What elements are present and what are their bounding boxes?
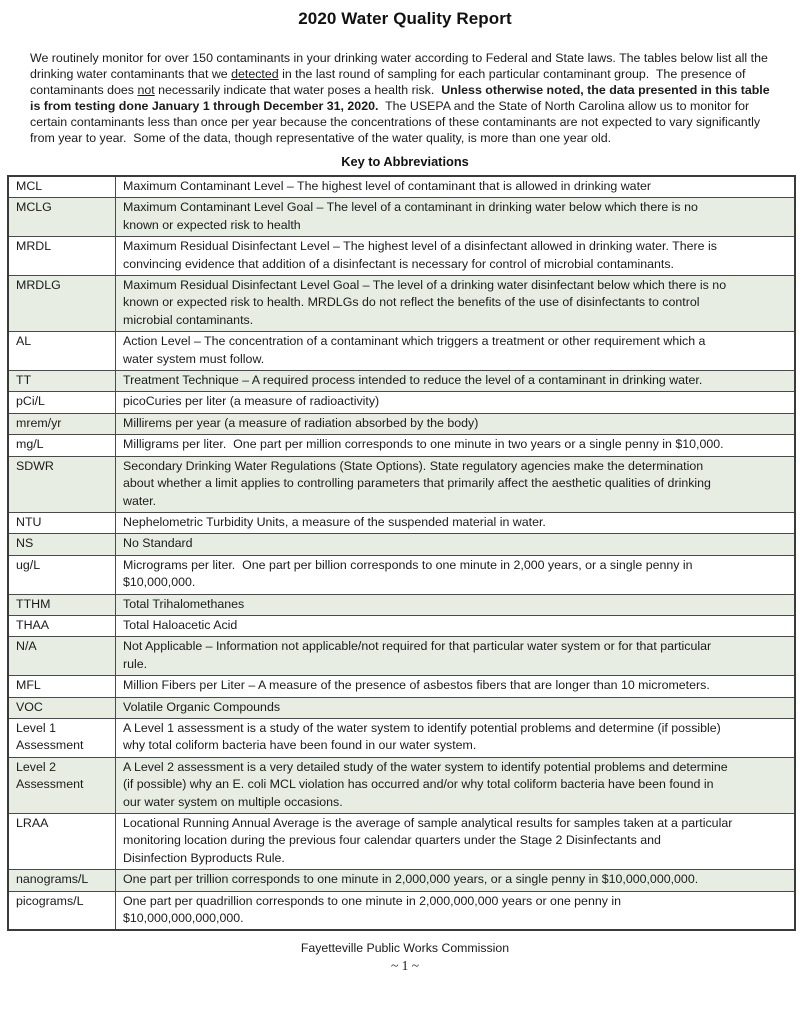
definition-cell: [116, 276, 796, 332]
definition-line: One part per quadrillion corresponds to one minute in 2,000,000,000 years or one penny in: [123, 893, 622, 908]
definition-cell: [116, 814, 796, 870]
definition-cell: [116, 676, 796, 697]
definition-line: No Standard: [123, 536, 193, 551]
definition-line: Not Applicable – Information not applicable/not required for that particular water system or for that particular: [123, 639, 712, 654]
definition-line: A Level 2 assessment is a very detailed study of the water system to identify potential problems and determine: [123, 759, 728, 774]
intro-segment: not: [137, 83, 155, 97]
definition-line: Millirems per year (a measure of radiation absorbed by the body): [123, 415, 479, 430]
definition-cell: [116, 534, 796, 555]
abbreviation-row: [8, 276, 795, 332]
abbreviation-cell: nanograms/L: [8, 870, 116, 891]
definition-line: picoCuries per liter (a measure of radioactivity): [123, 394, 380, 409]
definition-line: One part per trillion corresponds to one minute in 2,000,000 years, or a single penny in $10,000,000,000.: [123, 872, 699, 887]
definition-line: about whether a limit applies to controlling parameters that primarily affect the aesthetic qualities of drinking: [123, 476, 711, 491]
abbreviation-row: [8, 413, 795, 434]
intro-segment: in the last round of sampling for each particular contaminant group. The presence of contaminants does: [30, 67, 749, 97]
definition-line: Total Haloacetic Acid: [123, 617, 238, 632]
definition-cell: [116, 870, 796, 891]
abbreviation-cell: MFL: [8, 676, 116, 697]
definition-line: Micrograms per liter. One part per billion corresponds to one minute in 2,000 years, or a single penny in: [123, 557, 693, 572]
definition-cell: [116, 718, 796, 757]
definition-cell: [116, 237, 796, 276]
definition-line: convincing evidence that addition of a disinfectant is necessary for control of microbial contaminants.: [123, 256, 674, 271]
abbreviation-cell: N/A: [8, 637, 116, 676]
definition-line: Locational Running Annual Average is the average of sample analytical results for samples taken at a particular: [123, 816, 733, 830]
abbreviation-row: [8, 718, 795, 757]
abbreviation-cell: picograms/L: [8, 891, 116, 930]
abbreviation-cell: ug/L: [8, 555, 116, 594]
definition-line: Disinfection Byproducts Rule.: [123, 850, 285, 865]
intro-segment: We routinely monitor for over 150 contaminants in your drinking water according to Federal and State laws. The tables below list all the drinking water contaminants that we: [30, 51, 772, 81]
abbreviation-row: [8, 435, 795, 456]
abbreviation-cell: NS: [8, 534, 116, 555]
definition-line: why total coliform bacteria have been found in our water system.: [123, 738, 477, 753]
abbreviation-cell: AL: [8, 332, 116, 371]
abbreviation-row: [8, 891, 795, 930]
definition-cell: [116, 615, 796, 636]
abbreviation-cell: Level 1 Assessment: [8, 718, 116, 757]
definition-cell: [116, 456, 796, 512]
abbreviation-row: [8, 534, 795, 555]
abbreviations-table: [7, 175, 796, 931]
definition-cell: [116, 413, 796, 434]
definition-line: Treatment Technique – A required process intended to reduce the level of a contaminant in drinking water.: [123, 373, 703, 388]
definition-line: Maximum Residual Disinfectant Level Goal – The level of a drinking water disinfectant below which there is no: [123, 278, 727, 293]
definition-cell: [116, 594, 796, 615]
abbreviation-row: [8, 555, 795, 594]
abbreviation-row: [8, 332, 795, 371]
definition-line: Milligrams per liter. One part per million corresponds to one minute in two years or a single penny in $10,000.: [123, 437, 724, 452]
definition-line: Nephelometric Turbidity Units, a measure of the suspended material in water.: [123, 514, 546, 529]
definition-line: our water system on multiple occasions.: [123, 794, 343, 809]
definition-line: Secondary Drinking Water Regulations (State Options). State regulatory agencies make the determination: [123, 458, 704, 473]
intro-segment: detected: [231, 67, 279, 81]
abbreviation-row: [8, 594, 795, 615]
abbreviation-row: [8, 870, 795, 891]
abbreviation-cell: pCi/L: [8, 392, 116, 413]
definition-line: known or expected risk to health: [123, 217, 301, 232]
abbreviation-cell: Level 2 Assessment: [8, 757, 116, 813]
abbreviation-cell: LRAA: [8, 814, 116, 870]
abbreviation-cell: mrem/yr: [8, 413, 116, 434]
definition-line: monitoring location during the previous four calendar quarters under the Stage 2 Disinfectants and: [123, 833, 661, 848]
section-heading: Key to Abbreviations: [341, 154, 469, 169]
abbreviation-cell: SDWR: [8, 456, 116, 512]
abbreviation-row: [8, 512, 795, 533]
abbreviation-row: [8, 237, 795, 276]
definition-line: Maximum Contaminant Level Goal – The level of a contaminant in drinking water below which there is no: [123, 200, 698, 215]
abbreviation-cell: mg/L: [8, 435, 116, 456]
abbreviation-cell: NTU: [8, 512, 116, 533]
abbreviation-row: [8, 757, 795, 813]
abbreviation-row: [8, 814, 795, 870]
abbreviation-row: [8, 176, 795, 198]
definition-cell: [116, 697, 796, 718]
abbreviation-row: [8, 371, 795, 392]
abbreviation-cell: VOC: [8, 697, 116, 718]
definition-cell: [116, 637, 796, 676]
intro-segment: The USEPA and the State of North Carolina allow us to monitor for certain contaminants less than once per year because the concentrations of these contaminants are not expected to vary significantly from year to year. Some of the data, though representative of the water quality, is more than one year old.: [30, 99, 764, 145]
definition-cell: [116, 392, 796, 413]
definition-line: (if possible) why an E. coli MCL violation has occurred and/or why total coliform bacteria have been found in: [123, 777, 714, 792]
definition-line: Maximum Contaminant Level – The highest level of contaminant that is allowed in drinking water: [123, 179, 652, 193]
definition-cell: [116, 371, 796, 392]
page-title: 2020 Water Quality Report: [298, 9, 512, 28]
definition-line: $10,000,000,000,000.: [123, 911, 244, 926]
definition-cell: [116, 332, 796, 371]
definition-cell: [116, 435, 796, 456]
abbreviation-row: [8, 456, 795, 512]
definition-line: Action Level – The concentration of a contaminant which triggers a treatment or other requirement which a: [123, 334, 706, 349]
definition-line: Million Fibers per Liter – A measure of the presence of asbestos fibers that are longer than 10 micrometers.: [123, 678, 710, 693]
abbreviation-row: [8, 637, 795, 676]
abbreviation-cell: THAA: [8, 615, 116, 636]
abbreviation-cell: TTHM: [8, 594, 116, 615]
definition-cell: [116, 512, 796, 533]
abbreviation-cell: MCLG: [8, 198, 116, 237]
definition-line: known or expected risk to health. MRDLGs do not reflect the benefits of the use of disinfectants to control: [123, 295, 700, 310]
definition-cell: [116, 757, 796, 813]
intro-segment: Unless otherwise noted, the data presented in this table is from testing done January 1 through December 31, 2020.: [30, 83, 774, 113]
abbreviation-cell: TT: [8, 371, 116, 392]
definition-line: rule.: [123, 656, 148, 671]
definition-line: $10,000,000.: [123, 575, 196, 590]
definition-line: Volatile Organic Compounds: [123, 699, 281, 714]
abbreviation-cell: MCL: [8, 176, 116, 198]
intro-segment: necessarily indicate that water poses a health risk.: [154, 83, 442, 97]
footer-page-number: ~ 1 ~: [390, 958, 420, 974]
abbreviation-row: [8, 392, 795, 413]
definition-cell: [116, 891, 796, 930]
abbreviation-cell: MRDLG: [8, 276, 116, 332]
definition-line: water system must follow.: [123, 351, 265, 366]
definition-line: Maximum Residual Disinfectant Level – The highest level of a disinfectant allowed in drinking water. There is: [123, 239, 717, 254]
abbreviation-row: [8, 676, 795, 697]
abbreviation-row: [8, 615, 795, 636]
definition-cell: [116, 555, 796, 594]
abbreviation-row: [8, 697, 795, 718]
definition-cell: [116, 176, 796, 198]
definition-line: A Level 1 assessment is a study of the water system to identify potential problems and determine (if possible): [123, 720, 721, 735]
definition-line: Total Trihalomethanes: [123, 596, 245, 611]
abbreviation-cell: MRDL: [8, 237, 116, 276]
footer-organization: Fayetteville Public Works Commission: [300, 941, 510, 956]
definition-line: water.: [123, 493, 157, 508]
definition-cell: [116, 198, 796, 237]
intro-paragraph: [30, 50, 780, 146]
definition-line: microbial contaminants.: [123, 312, 254, 327]
abbreviation-row: [8, 198, 795, 237]
